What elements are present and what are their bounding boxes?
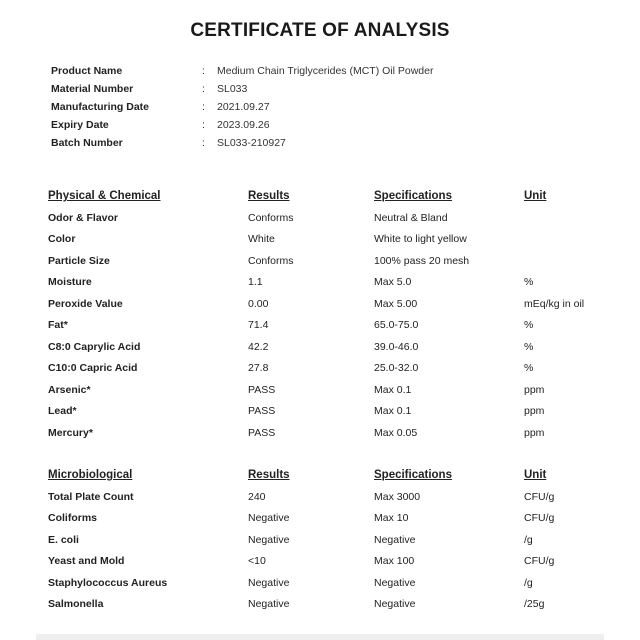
info-label: Product Name: [51, 65, 123, 77]
result-value: 42.2: [248, 340, 269, 353]
column-header: Unit: [524, 190, 547, 202]
specification-value: Max 5.0: [374, 276, 412, 289]
specification-value: Max 10: [374, 512, 409, 525]
table-row: [48, 293, 608, 315]
table-row: [48, 401, 608, 423]
specification-value: 65.0-75.0: [374, 319, 419, 332]
unit-value: /g: [524, 533, 533, 546]
table-row: [48, 272, 608, 294]
test-name: E. coli: [48, 533, 79, 546]
column-header: Specifications: [374, 190, 452, 202]
specification-value: Max 0.05: [374, 426, 418, 439]
info-value: SL033-210927: [217, 137, 286, 149]
info-value: Medium Chain Triglycerides (MCT) Oil Powder: [217, 65, 434, 77]
unit-value: %: [524, 340, 534, 353]
info-colon: :: [202, 83, 205, 95]
info-label: Expiry Date: [51, 119, 109, 131]
test-name: Salmonella: [48, 598, 104, 611]
unit-value: CFU/g: [524, 490, 555, 503]
specification-value: 25.0-32.0: [374, 362, 419, 375]
table-row: [48, 358, 608, 380]
specification-value: White to light yellow: [374, 233, 467, 246]
table-row: [48, 529, 608, 551]
result-value: Negative: [248, 576, 290, 589]
info-colon: :: [202, 119, 205, 131]
specification-value: Negative: [374, 576, 416, 589]
test-name: Staphylococcus Aureus: [48, 576, 168, 589]
specification-value: Max 5.00: [374, 297, 418, 310]
unit-value: mEq/kg in oil: [524, 297, 585, 310]
specification-value: Max 0.1: [374, 405, 412, 418]
table-row: [48, 379, 608, 401]
info-value: 2021.09.27: [217, 101, 270, 113]
result-value: 27.8: [248, 362, 269, 375]
result-value: Negative: [248, 598, 290, 611]
info-row: [51, 62, 433, 80]
test-name: C8:0 Caprylic Acid: [48, 340, 141, 353]
info-colon: :: [202, 137, 205, 149]
test-name: Mercury*: [48, 426, 93, 439]
result-value: 0.00: [248, 297, 269, 310]
table-row: [48, 315, 608, 337]
info-label: Material Number: [51, 83, 134, 95]
info-row: [51, 98, 433, 116]
result-value: PASS: [248, 383, 276, 396]
result-value: 1.1: [248, 276, 263, 289]
table-row: [48, 229, 608, 251]
result-value: Negative: [248, 533, 290, 546]
unit-value: /25g: [524, 598, 545, 611]
result-value: White: [248, 233, 275, 246]
unit-value: %: [524, 276, 534, 289]
result-value: PASS: [248, 405, 276, 418]
unit-value: %: [524, 362, 534, 375]
test-name: Lead*: [48, 405, 77, 418]
table-row: [48, 572, 608, 594]
table-row: [48, 250, 608, 272]
info-row: [51, 116, 433, 134]
unit-value: ppm: [524, 426, 545, 439]
info-colon: :: [202, 65, 205, 77]
test-name: Peroxide Value: [48, 297, 123, 310]
test-name: Yeast and Mold: [48, 555, 125, 568]
result-value: <10: [248, 555, 266, 568]
table-row: [48, 422, 608, 444]
unit-value: CFU/g: [524, 555, 555, 568]
table-header: [48, 185, 608, 207]
specification-value: Negative: [374, 533, 416, 546]
test-name: Moisture: [48, 276, 92, 289]
info-value: SL033: [217, 83, 248, 95]
test-name: Color: [48, 233, 76, 246]
microbiological-table: [48, 464, 608, 615]
test-name: Arsenic*: [48, 383, 91, 396]
column-header: Results: [248, 190, 290, 202]
specification-value: Max 100: [374, 555, 415, 568]
test-name: Particle Size: [48, 254, 110, 267]
specification-value: Max 0.1: [374, 383, 412, 396]
result-value: 71.4: [248, 319, 269, 332]
test-name: Odor & Flavor: [48, 211, 119, 224]
unit-value: %: [524, 319, 534, 332]
test-name: Total Plate Count: [48, 490, 134, 503]
product-info: [51, 62, 433, 152]
unit-value: ppm: [524, 405, 545, 418]
info-colon: :: [202, 101, 205, 113]
table-header: [48, 464, 608, 486]
table-row: [48, 594, 608, 616]
unit-value: CFU/g: [524, 512, 555, 525]
column-header: Unit: [524, 469, 547, 481]
table-row: [48, 551, 608, 573]
specification-value: Negative: [374, 598, 416, 611]
result-value: Conforms: [248, 254, 294, 267]
result-value: Conforms: [248, 211, 294, 224]
specification-value: 39.0-46.0: [374, 340, 419, 353]
test-name: C10:0 Capric Acid: [48, 362, 138, 375]
page-bottom-edge: [36, 634, 604, 640]
result-value: PASS: [248, 426, 276, 439]
info-label: Batch Number: [51, 137, 123, 149]
document-title: CERTIFICATE OF ANALYSIS: [190, 20, 450, 41]
column-header: Microbiological: [48, 469, 133, 481]
specification-value: Max 3000: [374, 490, 421, 503]
info-value: 2023.09.26: [217, 119, 270, 131]
info-row: [51, 134, 433, 152]
column-header: Physical & Chemical: [48, 190, 161, 202]
unit-value: /g: [524, 576, 533, 589]
test-name: Fat*: [48, 319, 68, 332]
column-header: Results: [248, 469, 290, 481]
info-row: [51, 80, 433, 98]
specification-value: 100% pass 20 mesh: [374, 254, 470, 267]
result-value: 240: [248, 490, 266, 503]
specification-value: Neutral & Bland: [374, 211, 448, 224]
info-label: Manufacturing Date: [51, 101, 150, 113]
table-row: [48, 486, 608, 508]
table-row: [48, 336, 608, 358]
unit-value: ppm: [524, 383, 545, 396]
test-name: Coliforms: [48, 512, 98, 525]
physical-chemical-table: [48, 185, 608, 444]
table-row: [48, 207, 608, 229]
result-value: Negative: [248, 512, 290, 525]
table-row: [48, 508, 608, 530]
column-header: Specifications: [374, 469, 452, 481]
